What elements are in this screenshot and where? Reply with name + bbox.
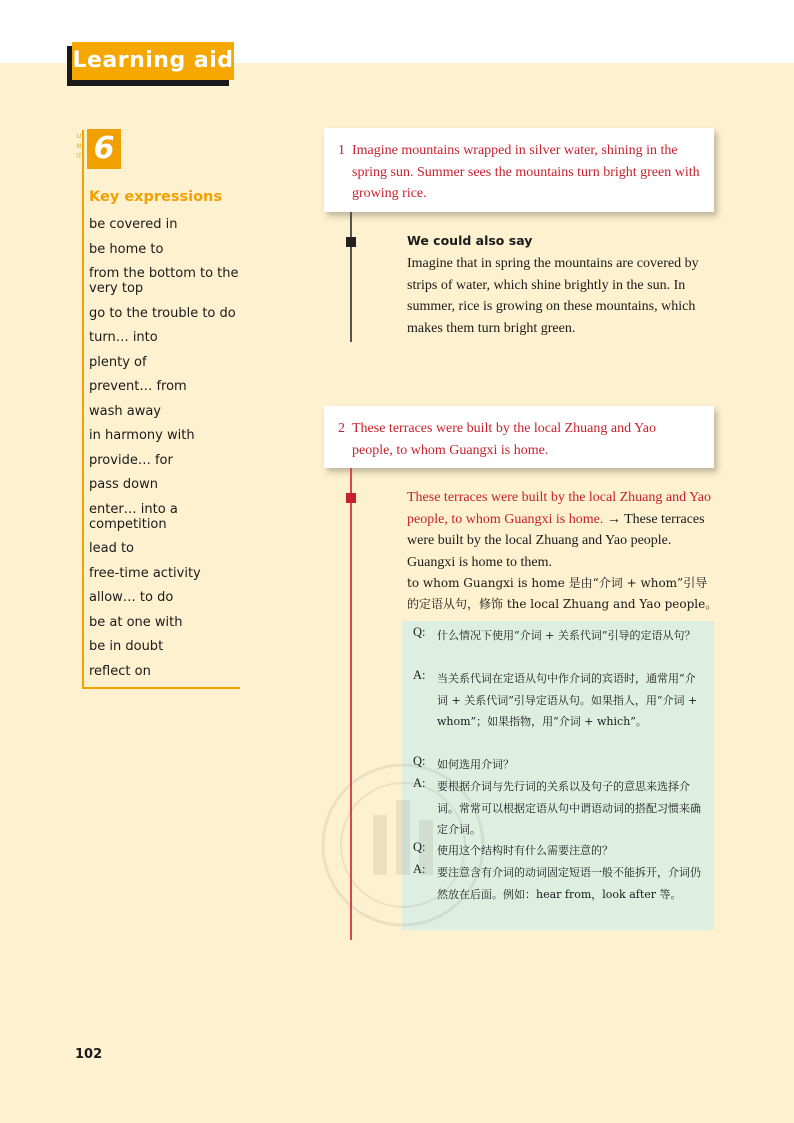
note-marker-2: [346, 493, 356, 503]
sentence-text: Imagine mountains wrapped in silver water, shining in the spring sun. Summer sees the mountains turn bright green with growing rice.: [352, 143, 700, 201]
key-expression-item: free-time activity: [89, 565, 201, 581]
note-highlight: These terraces were built by the local Zhuang and Yao people, to whom Guangxi is home.: [407, 490, 712, 527]
key-expression-item: be home to: [89, 241, 164, 257]
timeline-1: [350, 212, 352, 342]
section-tab: Learning aid: [72, 42, 234, 80]
key-expression-item: from the bottom to the very top: [89, 266, 239, 296]
sentence-card-1: [324, 128, 714, 212]
key-expression-item: plenty of: [89, 354, 147, 370]
key-expression-item: be in doubt: [89, 639, 164, 654]
key-expression-item: wash away: [89, 403, 162, 419]
qa-text: 当关系代词在定语从句中作介词的宾语时，通常用“介词 + 关系代词”引导定语从句。如果指人，用“介词 + whom”；如果指物，用“介词 + which”。: [437, 672, 698, 728]
sentence-text: These terraces were built by the local Zhuang and Yao people, to whom Guangxi is home.: [352, 421, 657, 458]
qa-text: 要注意含有介词的动词固定短语一般不能拆开，介词仍然放在后面。例如：hear from，look after 等。: [437, 866, 701, 901]
key-expression-item: pass down: [89, 477, 158, 492]
key-expression-item: go to the trouble to do: [89, 305, 236, 321]
note-rewrite: These terraces were built by the local Zhuang and Yao people. Guangxi is home to them.: [407, 511, 705, 570]
qa-label: A:: [413, 776, 426, 790]
sentence-number: 1: [338, 143, 345, 158]
sidebar-border-left: [82, 170, 84, 689]
key-expression-item: be at one with: [89, 614, 183, 630]
key-expression-item: turn… into: [89, 330, 158, 345]
key-expression-item: reflect on: [89, 663, 151, 679]
sentence-number: 2: [338, 421, 345, 436]
unit-divider: [82, 130, 84, 170]
key-expression-item: prevent… from: [89, 379, 187, 394]
qa-text: 使用这个结构时有什么需要注意的？: [437, 844, 613, 857]
grammar-note: [407, 487, 719, 615]
sentence-card-2: [324, 406, 714, 468]
unit-label: UNIT: [76, 133, 82, 160]
key-expressions-title: Key expressions: [89, 189, 223, 205]
note-explanation: to whom Guangxi is home 是由“介词 + whom”引导的定语从句，修饰 the local Zhuang and Yao people。: [407, 576, 718, 611]
qa-label: A:: [413, 668, 426, 682]
key-expression-item: lead to: [89, 541, 135, 556]
qa-box: [402, 621, 714, 930]
key-expression-item: enter… into a competition: [89, 501, 178, 532]
timeline-2: [350, 468, 352, 940]
qa-label: Q:: [413, 625, 426, 639]
note-text: Imagine that in spring the mountains are covered by strips of water, which shine brightly in the sun. In summer, rice is growing on these mountains, which makes them turn bright green.: [407, 256, 699, 336]
qa-text: 什么情况下使用“介词 + 关系代词”引导的定语从句？: [437, 629, 696, 642]
key-expression-item: allow… to do: [89, 590, 174, 605]
unit-number: 6: [87, 129, 121, 169]
qa-label: A:: [413, 862, 426, 876]
key-expression-item: provide… for: [89, 452, 173, 468]
note-marker-1: [346, 237, 356, 247]
qa-text: 要根据介词与先行词的关系以及句子的意思来选择介词。常常可以根据定语从句中谓语动词的搭配习惯来确定介词。: [437, 780, 701, 836]
page-number: 102: [75, 1047, 103, 1062]
note-title: We could also say: [407, 233, 533, 248]
qa-text: 如何选用介词？: [437, 758, 514, 771]
sidebar-border-bottom: [82, 687, 240, 689]
key-expressions-list: [89, 215, 249, 686]
qa-label: Q:: [413, 840, 426, 854]
key-expression-item: be covered in: [89, 217, 178, 232]
key-expression-item: in harmony with: [89, 428, 195, 443]
qa-label: Q:: [413, 754, 426, 768]
arrow-icon: →: [606, 511, 621, 527]
